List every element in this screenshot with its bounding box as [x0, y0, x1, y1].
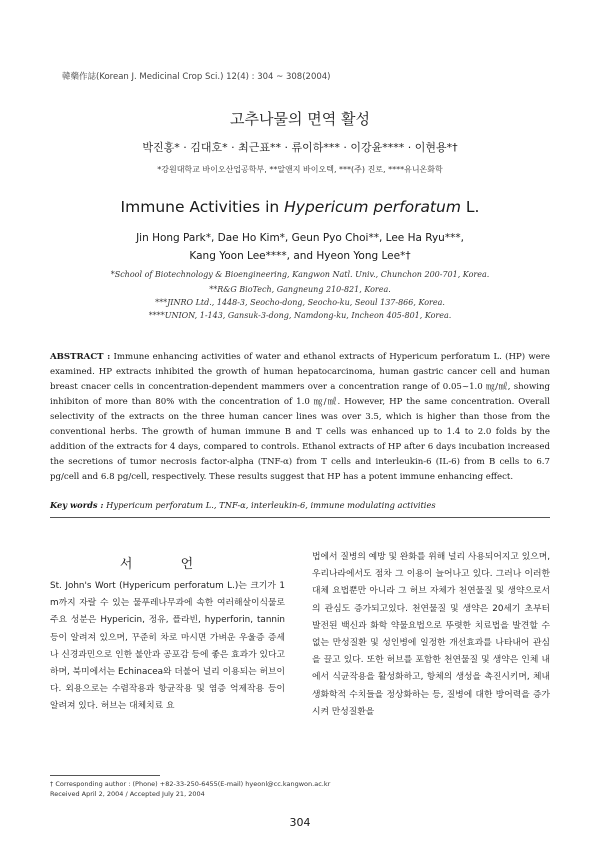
english-authors-line1: Jin Hong Park*, Dae Ho Kim*, Geun Pyo Choi**, Lee Ha Ryu***, — [136, 232, 464, 244]
page-number: 304 — [289, 816, 311, 829]
body-column-right — [312, 549, 550, 721]
divider-rule — [50, 517, 550, 518]
left-paragraph: St. John's Wort (Hypericum perforatum L.)는 크기가 1 m까지 자랄 수 있는 물푸레나무과에 속한 여러해살이식물로 주요 성분은 Hypericin, 정유, 플라빈, hyperforin, tannin 등이 알려져 있으며, 꾸준히 차로 마시면 가벼운 우울증 증세나 신경과민으로 인한 불안과 공포감 등에 좋은 효과가 있다고 하며, 북미에서는 Echinacea와 더불어 널리 이용되는 허브이다. 외용으로는 수렴작용과 항균작용 및 염증 억제작용 등이 알려져 있다. 허브는 대체치료 요 — [50, 581, 285, 712]
journal-citation: 韓藥作誌(Korean J. Medicinal Crop Sci.) 12(4) : 304 ~ 308(2004) — [62, 72, 331, 82]
korean-authors: 박진홍* · 김대호* · 최근표** · 류이하*** · 이강윤**** · 이현용*† — [142, 141, 458, 154]
title-end: L. — [460, 198, 480, 216]
affiliation-1: *School of Biotechnology & Bioengineering, Kangwon Natl. Univ., Chunchon 200-701, Korea. — [110, 270, 490, 279]
english-title — [0, 198, 600, 216]
section-heading: 서 언 — [119, 557, 216, 572]
affiliation-4: ****UNION, 1-143, Gansuk-3-dong, Namdong-ku, Incheon 405-801, Korea. — [148, 311, 452, 320]
affiliation-2: **R&G BioTech, Gangneung 210-821, Korea. — [209, 285, 391, 294]
footnote-rule — [50, 775, 160, 776]
footnote-corresponding: † Corresponding author : (Phone) +82-33-250-6455(E-mail) hyeonl@cc.kangwon.ac.kr — [50, 780, 331, 788]
keywords-label: Key words : — [50, 500, 104, 510]
footnote — [50, 779, 550, 799]
right-paragraph: 법에서 질병의 예방 및 완화를 위해 널리 사용되어지고 있으며, 우리나라에서도 점차 그 이용이 늘어나고 있다. 그러나 이러한 대체 요법뿐만 아니라 그 허브 자체가 천연물질 및 생약으로서의 관심도 증가되고있다. 천연물질 및 생약은 20세기 초부터 발전된 백신과 화학 약물요법으로 뚜렷한 치료법을 발견할 수 없는 만성질환 및 성인병에 일정한 개선효과를 나타내어 관심을 끌고 있다. 또한 허브를 포함한 천연물질 및 생약은 인체 내에서 식균작용을 활성화하고, 항체의 생성을 촉진시키며, 체내 생화학적 수치들을 정상화하는 등, 질병에 대한 방어력을 증가시켜 만성질환을 — [312, 552, 550, 717]
keywords-text: Hypericum perforatum L., TNF-α, interleukin-6, immune modulating activities — [106, 500, 436, 510]
korean-title: 고추나물의 면역 활성 — [230, 110, 370, 128]
keywords — [50, 500, 550, 510]
abstract — [50, 350, 550, 485]
korean-affiliations: *강원대학교 바이오산업공학부, **알앤지 바이오텍, ***(주) 진로, ****유니온화학 — [157, 165, 443, 174]
body-column-left — [50, 578, 285, 716]
english-authors-line2: Kang Yoon Lee****, and Hyeon Yong Lee*† — [189, 250, 411, 262]
title-main: Immune Activities in — [120, 198, 285, 216]
abstract-label: ABSTRACT : — [50, 352, 111, 362]
footnote-received: Received April 2, 2004 / Accepted July 21, 2004 — [50, 790, 205, 798]
abstract-text: Immune enhancing activities of water and ethanol extracts of Hypericum perforatum L. (HP) were examined. HP extracts inhibited the growth of human hepatocarcinoma, human gastric cancer cell and human breast cnacer cells in concentration-dependent mammers over a concentration range of 0.05~1.0 ㎎/㎖, showing inhibiton of more than 80% with the concentration of 1.0 ㎎/㎖. However, HP the same concentration. Overall selectivity of the extracts on the three human cancer lines was over 3.5, which is higher than those from the conventional herbs. The growth of human immune B and T cells was enhanced up to 1.4 to 2.0 folds by the addition of the extracts for 4 days, compared to controls. Ethanol extracts of HP after 6 days incubation increased the secretions of tumor necrosis factor-alpha (TNF-α) from T cells and interleukin-6 (IL-6) from B cells to 6.7 pg/cell and 6.8 pg/cell, respectively. These results suggest that HP has a potent immune enhancing effect. — [50, 352, 550, 482]
title-species: Hypericum perforatum — [284, 198, 461, 216]
affiliation-3: ***JINRO Ltd., 1448-3, Seocho-dong, Seocho-ku, Seoul 137-866, Korea. — [155, 298, 445, 307]
